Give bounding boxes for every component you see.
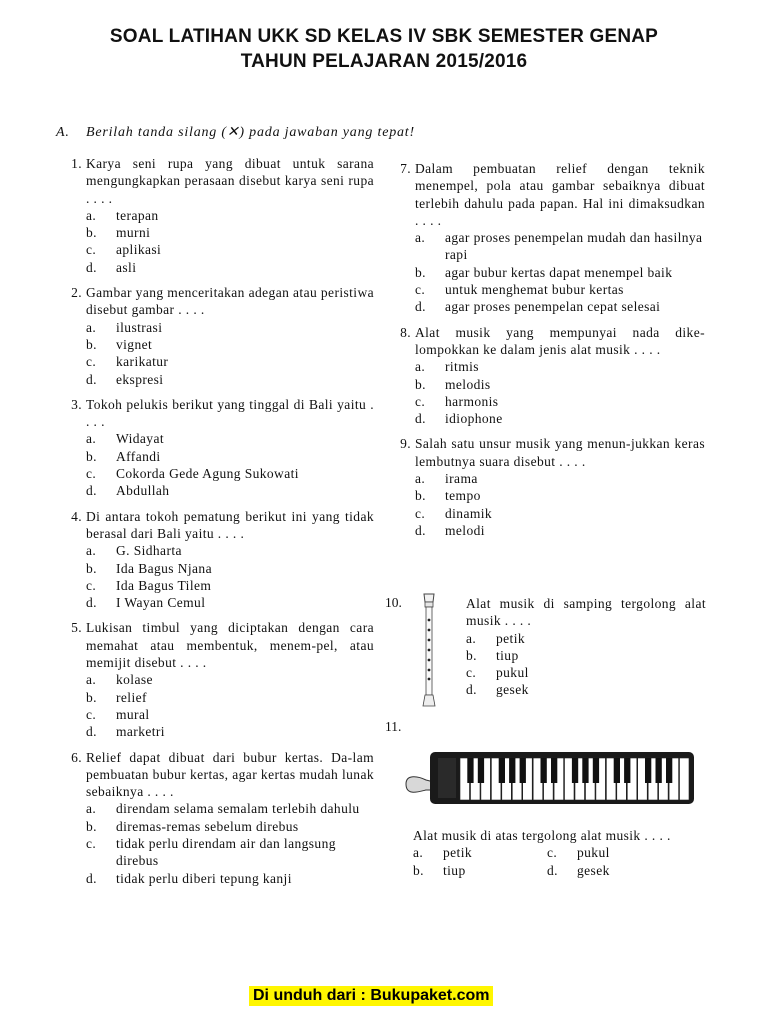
option-text: Cokorda Gede Agung Sukowati	[116, 466, 299, 482]
question-text: Karya seni rupa yang dibuat untuk sarana mengungkapkan perasaan disebut karya seni rupa . . . .	[86, 156, 374, 206]
option-text: I Wayan Cemul	[116, 595, 206, 611]
option-text: ilustrasi	[116, 319, 163, 335]
option-text: kolase	[116, 672, 153, 688]
option	[86, 542, 374, 559]
question-number: 1.	[71, 156, 82, 171]
option-text: agar proses penempelan cepat selesai	[445, 299, 661, 315]
option-letter: c.	[86, 577, 97, 593]
option-letter: c.	[466, 665, 477, 681]
option-letter: c.	[86, 354, 97, 370]
option	[415, 281, 705, 298]
question-number: 2.	[71, 285, 82, 301]
option-letter: d.	[86, 724, 97, 740]
option-text: agar proses penempelan mudah dan hasilnya rapi	[445, 230, 703, 263]
option-letter: b.	[86, 336, 97, 352]
option	[86, 800, 374, 817]
option-text: idiophone	[445, 411, 503, 427]
option	[86, 319, 374, 336]
option-text: melodis	[445, 376, 491, 392]
option	[415, 376, 705, 393]
option-letter: b.	[415, 488, 426, 504]
option-letter: d.	[415, 522, 426, 538]
option-letter: a.	[86, 543, 97, 559]
option	[466, 647, 706, 664]
question-number: 5.	[71, 620, 82, 636]
option-text: harmonis	[445, 393, 499, 409]
option-text: melodi	[445, 522, 485, 538]
question-10	[466, 595, 706, 699]
option-text: tempo	[445, 488, 481, 504]
option-text: Ida Bagus Njana	[116, 560, 212, 576]
option-letter: a.	[86, 207, 97, 223]
option-letter: c.	[415, 393, 426, 409]
option	[86, 207, 374, 224]
question-text: Relief dapat dibuat dari bubur kertas. Da-lam pembuatan bubur kertas, agar kertas mudah lunak sebaiknya . . . .	[86, 749, 374, 800]
option	[415, 298, 705, 315]
question-text: Salah satu unsur musik yang menun-jukkan keras lembutnya suara disebut . . . .	[415, 436, 705, 469]
option-text: ritmis	[445, 359, 479, 375]
option-text: gesek	[496, 682, 529, 698]
option-letter: a.	[415, 471, 426, 487]
option: a. petik	[413, 845, 472, 861]
option	[466, 664, 706, 681]
question-text: Alat musik di atas tergolong alat musik . . . .	[413, 828, 671, 843]
question-number: 9.	[400, 436, 411, 452]
option-letter: c.	[86, 242, 97, 258]
option-text: dinamik	[445, 505, 493, 521]
question-number: 11.	[385, 719, 402, 734]
option	[415, 470, 705, 487]
option-text: aplikasi	[116, 242, 162, 258]
question-number: 6.	[71, 749, 82, 765]
option	[86, 723, 374, 740]
question-text: Lukisan timbul yang diciptakan dengan cara memahat atau membentuk, menem-pel, atau memijit disebut . . . .	[86, 620, 374, 671]
question-item	[385, 435, 705, 539]
option-text: petik	[496, 630, 525, 646]
option-letter: c.	[86, 706, 97, 722]
question-item	[56, 396, 374, 500]
question-item	[385, 160, 705, 316]
option: d. gesek	[547, 862, 610, 878]
question-text: Alat musik yang mempunyai nada dike-lompokkan ke dalam jenis alat musik . . . .	[415, 324, 705, 357]
option-text: tidak perlu diberi tepung kanji	[116, 870, 292, 886]
option-letter: b.	[86, 225, 97, 241]
option-letter: b.	[86, 689, 97, 705]
option: c. pukul	[547, 845, 610, 861]
question-text: Gambar yang menceritakan adegan atau peristiwa disebut gambar . . . .	[86, 285, 374, 318]
question-text: Dalam pembuatan relief dengan teknik menempel, pola atau gambar sebaiknya dibuat terlebih dahulu pada papan. Hal ini dimaksudkan . . . .	[415, 161, 705, 228]
option-letter: b.	[466, 647, 477, 663]
option	[86, 689, 374, 706]
option-text: Ida Bagus Tilem	[116, 577, 212, 593]
option-text: murni	[116, 225, 151, 241]
option	[86, 371, 374, 388]
option-letter: d.	[86, 595, 97, 611]
question-item	[56, 284, 374, 388]
option-letter: a.	[415, 359, 426, 375]
option	[86, 560, 374, 577]
option	[86, 818, 374, 835]
option-text: Widayat	[116, 431, 164, 447]
option	[86, 594, 374, 611]
option-text: untuk menghemat bubur kertas	[445, 282, 624, 298]
option	[415, 229, 705, 264]
option	[86, 241, 374, 258]
option-text: agar bubur kertas dapat menempel baik	[445, 264, 673, 280]
section-instruction	[56, 124, 415, 141]
option	[415, 522, 705, 539]
option	[86, 671, 374, 688]
page-title: SOAL LATIHAN UKK SD KELAS IV SBK SEMESTER GENAP	[109, 26, 659, 47]
question-item	[56, 508, 374, 612]
option	[86, 353, 374, 370]
option-text: vignet	[116, 336, 153, 352]
left-column	[56, 155, 374, 887]
question-item	[56, 619, 374, 740]
question-number: 8.	[400, 324, 411, 340]
option	[415, 264, 705, 281]
option-text: irama	[445, 471, 478, 487]
option-letter: a.	[86, 801, 97, 817]
question-item	[56, 749, 374, 887]
option	[415, 487, 705, 504]
question-number: 4.	[71, 508, 82, 524]
option	[86, 465, 374, 482]
option-letter: c.	[415, 282, 426, 298]
melodica-image	[404, 746, 696, 806]
right-column	[385, 160, 705, 539]
question-11	[413, 827, 709, 879]
option-letter: a.	[86, 431, 97, 447]
option	[86, 706, 374, 723]
option-letter: d.	[86, 259, 97, 275]
option-letter: a.	[466, 630, 477, 646]
question-number: 3.	[71, 396, 82, 412]
option	[86, 577, 374, 594]
option-text: tiup	[496, 647, 519, 663]
question-text: Alat musik di samping tergolong alat musik . . . .	[466, 596, 706, 629]
option	[415, 393, 705, 410]
option	[86, 482, 374, 499]
option	[415, 505, 705, 522]
option-letter: b.	[86, 448, 97, 464]
option-text: terapan	[116, 207, 159, 223]
question-number: 7.	[400, 161, 411, 176]
option: b. tiup	[413, 862, 466, 878]
option-text: pukul	[496, 665, 529, 681]
question-item	[385, 324, 705, 428]
option	[415, 358, 705, 375]
option-text: asli	[116, 259, 137, 275]
option-letter: b.	[86, 560, 97, 576]
option	[86, 448, 374, 465]
option-text: ekspresi	[116, 371, 164, 387]
instruction-text: Berilah tanda silang (✕) pada jawaban yang tepat!	[86, 125, 415, 140]
recorder-image	[418, 592, 440, 712]
option-letter: b.	[415, 264, 426, 280]
option-text: relief	[116, 689, 147, 705]
option-text: Affandi	[116, 448, 161, 464]
option-text: diremas-remas sebelum direbus	[116, 818, 299, 834]
question-item	[56, 155, 374, 276]
option-letter: d.	[86, 870, 97, 886]
option	[86, 430, 374, 447]
option-text: marketri	[116, 724, 165, 740]
option-letter: a.	[86, 672, 97, 688]
page-subtitle: TAHUN PELAJARAN 2015/2016	[240, 51, 528, 72]
option-letter: d.	[415, 411, 426, 427]
download-source-banner: Di unduh dari : Bukupaket.com	[249, 986, 493, 1006]
option-letter: a.	[415, 230, 426, 246]
section-letter: A.	[56, 125, 70, 140]
option	[466, 630, 706, 647]
option-letter: d.	[86, 371, 97, 387]
option-letter: d.	[86, 483, 97, 499]
option-text: G. Sidharta	[116, 543, 182, 559]
option	[86, 835, 374, 870]
option	[86, 870, 374, 887]
option-letter: c.	[86, 835, 97, 851]
option-text: Abdullah	[116, 483, 170, 499]
option-letter: a.	[86, 319, 97, 335]
option-letter: d.	[466, 682, 477, 698]
option-text: mural	[116, 706, 150, 722]
option-letter: c.	[415, 505, 426, 521]
option-letter: b.	[86, 818, 97, 834]
option	[86, 224, 374, 241]
question-text: Di antara tokoh pematung berikut ini yang tidak berasal dari Bali yaitu . . . .	[86, 508, 374, 541]
option	[86, 336, 374, 353]
question-text: Tokoh pelukis berikut yang tinggal di Bali yaitu . . . .	[86, 396, 374, 430]
option-letter: b.	[415, 376, 426, 392]
option-text: karikatur	[116, 354, 169, 370]
option	[86, 259, 374, 276]
option-text: direndam selama semalam terlebih dahulu	[116, 801, 360, 817]
option	[415, 410, 705, 427]
option-letter: c.	[86, 466, 97, 482]
option-text: tidak perlu direndam air dan langsung direbus	[116, 835, 336, 869]
question-number: 10.	[385, 595, 402, 610]
option-letter: d.	[415, 299, 426, 315]
option	[466, 681, 706, 698]
